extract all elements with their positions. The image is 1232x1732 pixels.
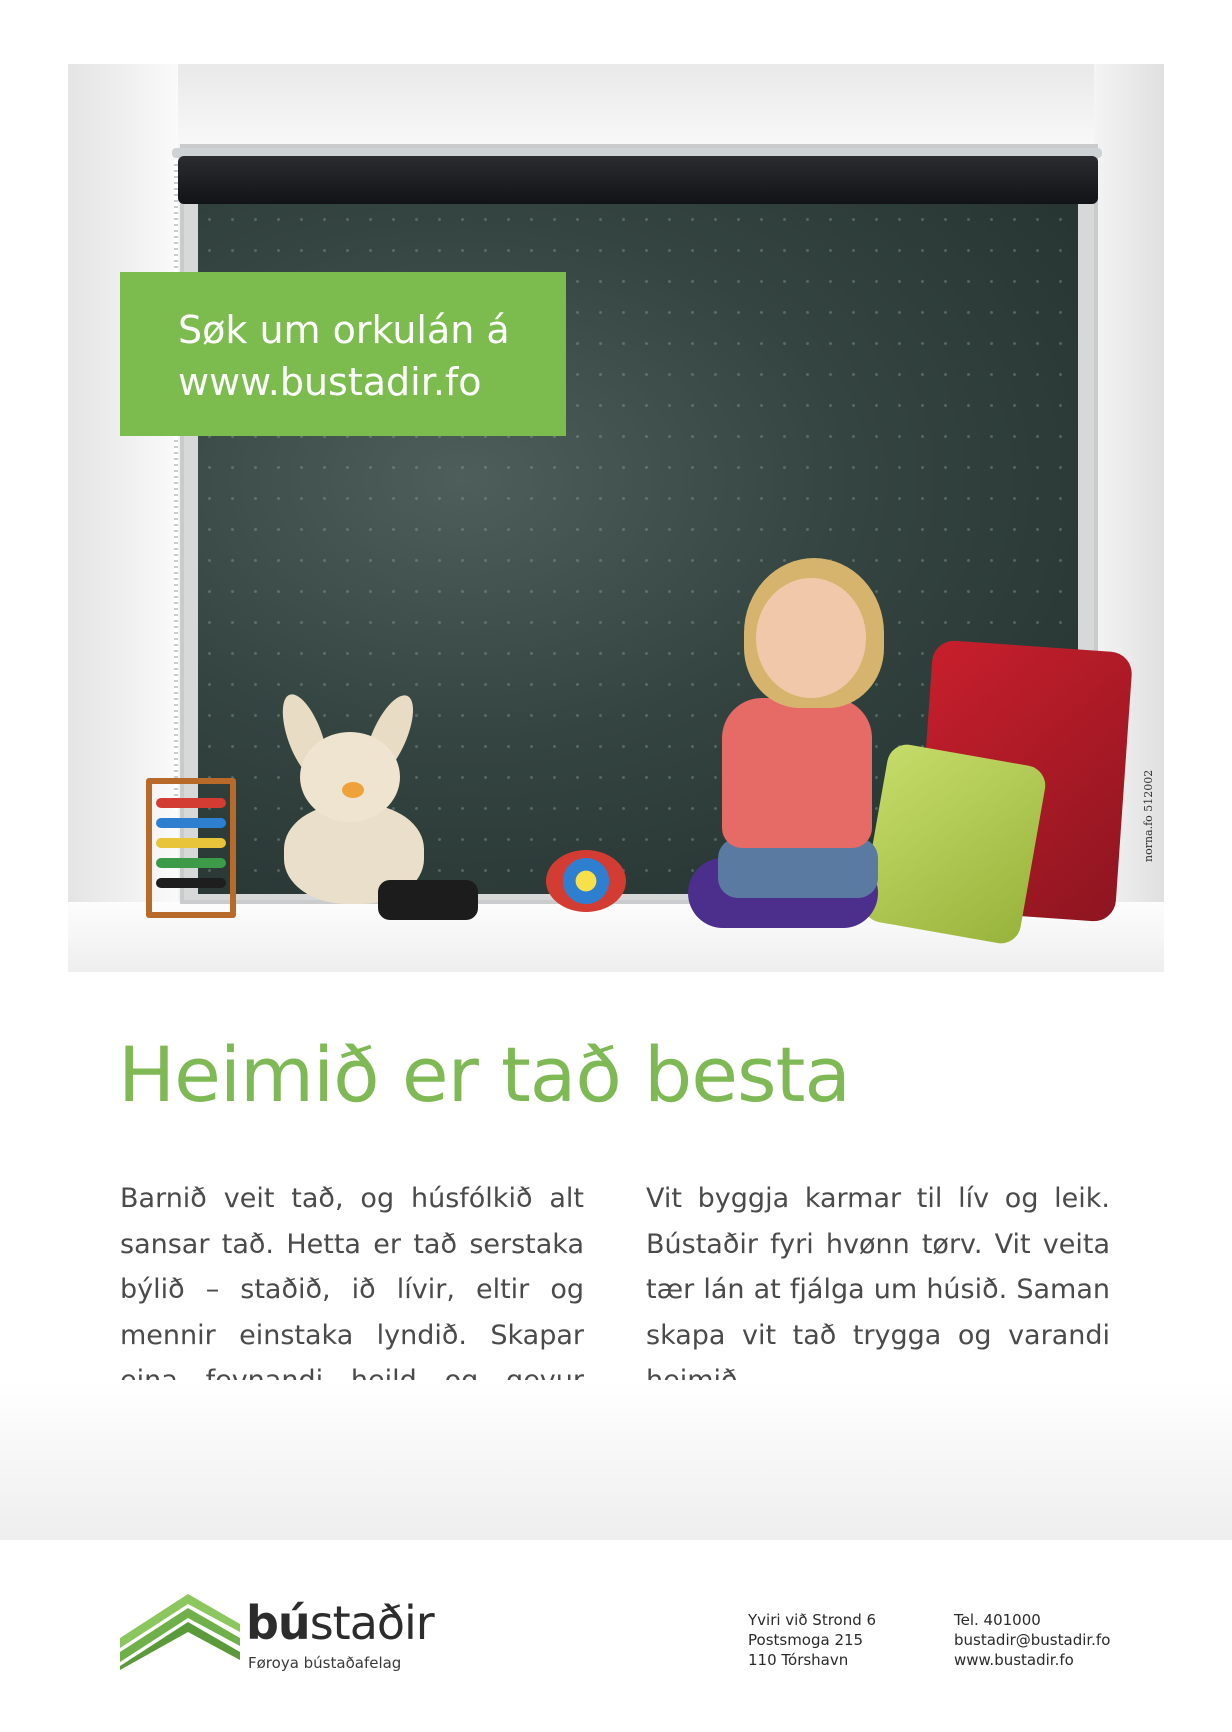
plush-bunny — [264, 692, 434, 902]
postal-address — [748, 1610, 876, 1670]
address-street: Yviri við Strond 6 — [748, 1611, 877, 1629]
blind-cord — [174, 160, 178, 810]
pull-toy-dog — [378, 880, 478, 920]
photo-credit: norna.fo 512002 — [1142, 769, 1155, 862]
bustadir-logo-icon — [120, 1590, 240, 1670]
brand-name: bústaðir — [246, 1596, 434, 1650]
headline: Heimið er tað besta — [118, 1030, 850, 1119]
callout-line-1: Søk um orkulán á — [178, 308, 510, 352]
hero-photo — [68, 64, 1164, 972]
address-postbox: Postsmoga 215 — [748, 1631, 864, 1649]
contact-phone[interactable]: Tel. 401000 — [954, 1611, 1041, 1629]
smiling-child — [648, 558, 898, 938]
spinning-top-toy — [546, 850, 626, 912]
callout-line-2[interactable]: www.bustadir.fo — [178, 360, 482, 404]
contact-info — [954, 1610, 1110, 1670]
contact-web[interactable]: www.bustadir.fo — [954, 1651, 1074, 1669]
body-column-1: Barnið veit tað, og húsfólkið alt sansar tað. Hetta er tað serstaka býlið – staðið, ið lívir, eltir og mennir einstaka lyndið. Skapar — [120, 1183, 584, 1351]
footer-fade — [0, 1380, 1232, 1540]
loan-callout-box — [120, 272, 566, 436]
roller-blind — [178, 156, 1098, 204]
address-city: 110 Tórshavn — [748, 1651, 849, 1669]
brand-tagline: Føroya bústaðafelag — [248, 1654, 402, 1672]
abacus-toy — [146, 778, 236, 918]
window-recess-top — [68, 64, 1164, 144]
body-column-2: Vit byggja karmar til lív og leik. Bústaðir fyri hvønn tørv. Vit veita tær lán at fjálga um húsið. Saman skapa vit tað trygga og varandi — [646, 1183, 1110, 1351]
contact-email[interactable]: bustadir@bustadir.fo — [954, 1631, 1111, 1649]
